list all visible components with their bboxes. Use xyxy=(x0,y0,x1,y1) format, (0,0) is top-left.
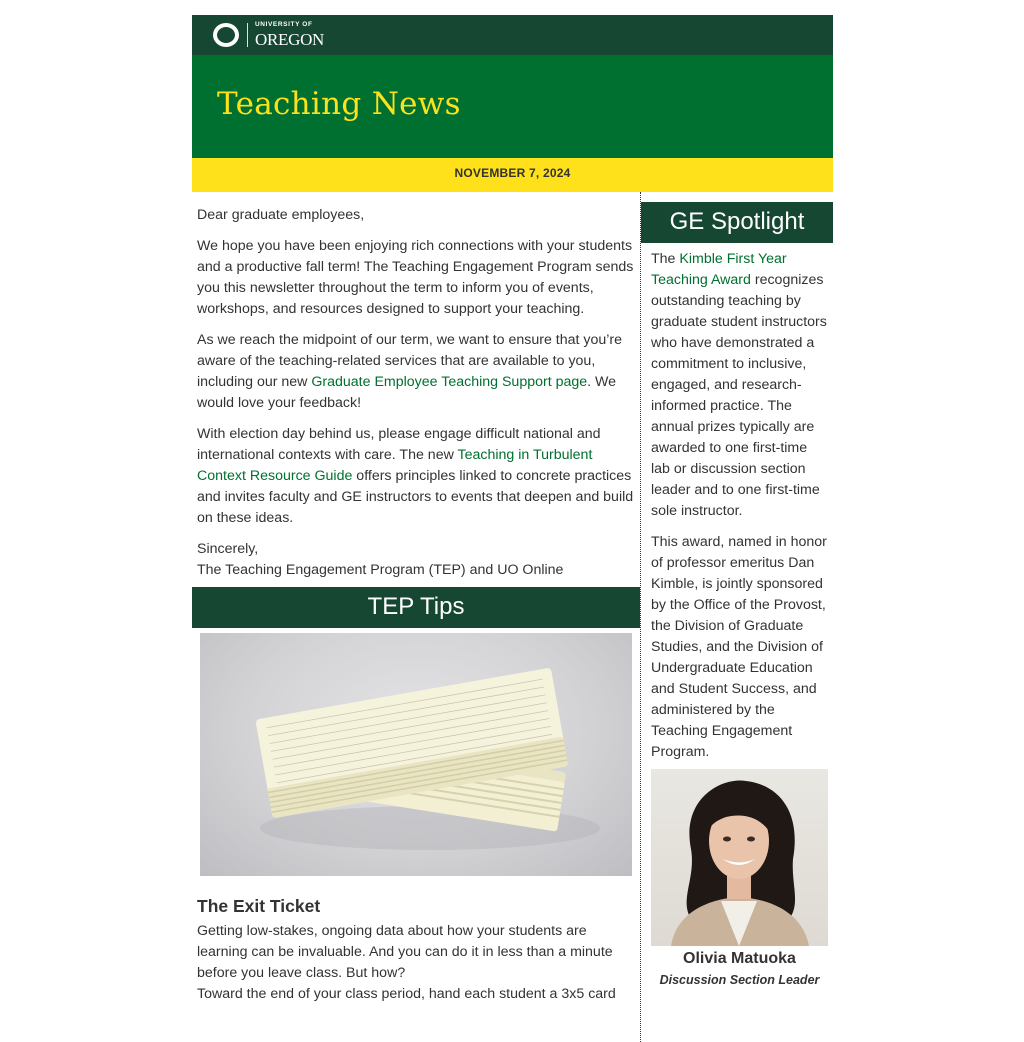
spotlight-p1-text-a: The xyxy=(651,251,680,267)
spotlight-paragraph-1 xyxy=(651,249,829,522)
main-column xyxy=(192,192,641,1042)
index-cards-illustration xyxy=(200,633,632,876)
person-name: Olivia Matuoka xyxy=(683,950,796,967)
ge-spotlight-heading: GE Spotlight xyxy=(641,202,833,243)
olivia-matuoka-photo xyxy=(651,769,828,946)
top-bar xyxy=(192,15,833,55)
o-logo-icon xyxy=(213,23,239,47)
sign-off xyxy=(197,539,637,581)
logo-divider xyxy=(247,23,248,47)
content-columns xyxy=(192,192,833,1042)
article-paragraph-1: Getting low-stakes, ongoing data about how your students are learning can be invaluable. And you can do it in less than a minute before you leave class. But how? xyxy=(197,923,613,981)
masthead xyxy=(192,55,833,158)
sidebar-column xyxy=(641,192,833,987)
intro-paragraph-3 xyxy=(197,424,637,529)
exit-ticket-article xyxy=(192,876,637,1005)
ge-teaching-support-link[interactable]: Graduate Employee Teaching Support page xyxy=(311,374,588,390)
greeting: Dear graduate employees, xyxy=(197,207,365,223)
intro-letter xyxy=(192,192,637,581)
signature: The Teaching Engagement Program (TEP) and UO Online xyxy=(197,562,564,578)
article-paragraph-2: Toward the end of your class period, hand each student a 3x5 card xyxy=(197,986,616,1002)
intro-paragraph-1: We hope you have been enjoying rich connections with your students and a productive fall term! The Teaching Engagement Program sends you this newsletter throughout the term to inform you of events, workshops, and resources designed to support your teaching. xyxy=(197,238,634,317)
kimble-award-link[interactable]: Kimble First Year Teaching Award xyxy=(651,251,787,288)
article-title: The Exit Ticket xyxy=(197,896,321,916)
newsletter-title: Teaching News xyxy=(217,86,461,122)
portrait-illustration xyxy=(651,769,828,946)
logo-university-of: UNIVERSITY OF xyxy=(255,21,313,29)
logo-oregon: OREGON xyxy=(255,29,325,49)
tep-tips-heading: TEP Tips xyxy=(192,587,640,628)
intro-p3-text-a: With election day behind us, please engage difficult national and international contexts with care. The new xyxy=(197,426,601,463)
turbulent-context-guide-link[interactable]: Teaching in Turbulent Context Resource Guide xyxy=(197,447,593,484)
issue-date: NOVEMBER 7, 2024 xyxy=(192,158,833,192)
intro-paragraph-2 xyxy=(197,330,637,414)
person-role: Discussion Section Leader xyxy=(659,973,820,987)
intro-p3-text-b: offers principles linked to concrete practices and invites faculty and GE instructors to events that deepen and build on these ideas. xyxy=(197,468,634,526)
index-cards-image xyxy=(200,633,632,876)
spotlight-body xyxy=(641,243,829,763)
newsletter xyxy=(192,15,833,1042)
logo-wordmark xyxy=(255,22,324,48)
spotlight-paragraph-2: This award, named in honor of professor emeritus Dan Kimble, is jointly sponsored by the Office of the Provost, the Division of Graduate Studies, and the Division of Undergraduate Education and Student Success, and administered by the Teaching Engagement Program. xyxy=(651,534,827,760)
intro-p2-text-a: As we reach the midpoint of our term, we want to ensure that you’re aware of the teaching-related services that are available to you, including our new xyxy=(197,332,623,390)
intro-p2-text-b: . We would love your feedback! xyxy=(197,374,617,411)
uo-logo[interactable] xyxy=(213,21,324,49)
closing: Sincerely, xyxy=(197,541,259,557)
spotlight-p1-text-b: recognizes outstanding teaching by graduate student instructors who have demonstrated a commitment to inclusive, engaged, and research-informed practice. The annual prizes typically are awarded to one first-time lab or discussion section leader and to one first-time sole instructor. xyxy=(651,272,827,519)
